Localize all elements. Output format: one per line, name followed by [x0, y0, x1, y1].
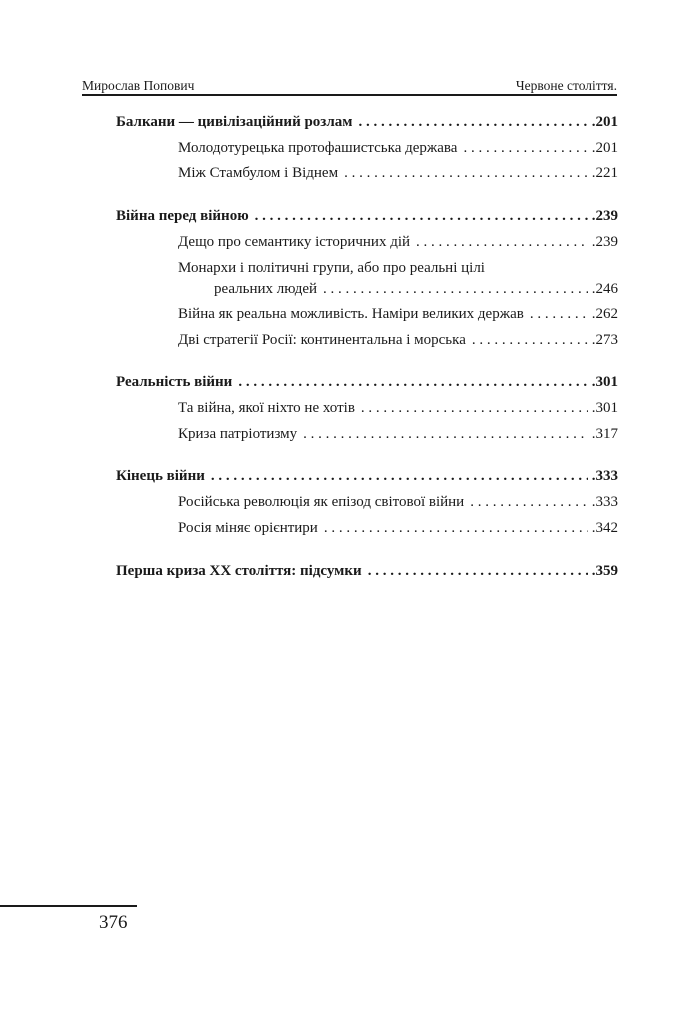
toc-entry-title: Та війна, якої ніхто не хотів	[178, 400, 355, 416]
toc-subentry[interactable]	[178, 304, 618, 324]
dot-leader	[211, 466, 588, 486]
toc-entry-title: Балкани — цивілізаційний розлам	[116, 114, 353, 130]
toc-entry-title: Війна перед війною	[116, 208, 249, 224]
header-rule	[82, 94, 617, 96]
toc-entry-page: .301	[591, 374, 618, 390]
running-head-author: Мирослав Попович	[82, 78, 195, 93]
toc-entry-page: .342	[591, 520, 618, 536]
toc-entry-page: .333	[591, 468, 618, 484]
toc-subentry[interactable]	[178, 232, 618, 252]
toc-section-reality-of-war[interactable]	[116, 372, 618, 392]
toc-entry-page: .201	[591, 114, 618, 130]
toc-subentry[interactable]	[214, 279, 618, 299]
toc-entry-title: Війна як реальна можливість. Наміри великих держав	[178, 306, 524, 322]
toc-entry-title: Молодотурецька протофашистська держава	[178, 140, 458, 156]
toc-entry-page: .301	[591, 400, 618, 416]
toc-subentry-title-line1[interactable]: Монархи і політичні групи, або про реальні цілі	[178, 260, 485, 276]
dot-leader	[323, 279, 588, 299]
toc-subentry[interactable]	[178, 163, 618, 183]
toc-section-war-before-war[interactable]	[116, 206, 618, 226]
dot-leader	[530, 304, 588, 324]
toc-subentry[interactable]	[178, 138, 618, 158]
toc-entry-page: .317	[591, 426, 618, 442]
toc-entry-page: .221	[591, 165, 618, 181]
dot-leader	[255, 206, 588, 226]
toc-entry-title: Кінець війни	[116, 468, 205, 484]
toc-entry-page: .359	[591, 563, 618, 579]
toc-entry-title: Росія міняє орієнтири	[178, 520, 318, 536]
toc-entry-title: Між Стамбулом і Віднем	[178, 165, 339, 181]
toc-entry-page: .201	[591, 140, 618, 156]
page-number: 376	[99, 912, 128, 933]
dot-leader	[368, 561, 588, 581]
dot-leader	[303, 424, 588, 444]
toc-entry-page: .239	[591, 234, 618, 250]
toc-entry-page: .262	[591, 306, 618, 322]
toc-entry-page: .239	[591, 208, 618, 224]
toc-entry-page: .273	[591, 332, 618, 348]
toc-entry-page: .333	[591, 494, 618, 510]
dot-leader	[416, 232, 588, 252]
toc-entry-title-line2: реальних людей	[214, 281, 318, 297]
dot-leader	[472, 330, 588, 350]
toc-section-end-of-war[interactable]	[116, 466, 618, 486]
running-head-book-title: Червоне століття.	[515, 78, 617, 93]
toc-entry-title: Дві стратегії Росії: континентальна і морська	[178, 332, 466, 348]
toc-entry-title: Криза патріотизму	[178, 426, 298, 442]
dot-leader	[361, 398, 588, 418]
toc-subentry[interactable]	[178, 398, 618, 418]
dot-leader	[463, 138, 587, 158]
toc-subentry[interactable]	[178, 492, 618, 512]
dot-leader	[324, 518, 588, 538]
toc-entry-title: Перша криза XX століття: підсумки	[116, 563, 362, 579]
toc-section-balkans[interactable]	[116, 112, 618, 132]
toc-entry-title: Дещо про семантику історичних дій	[178, 234, 411, 250]
toc-subentry[interactable]	[178, 424, 618, 444]
toc-entry-title: Російська революція як епізод світової війни	[178, 494, 465, 510]
toc-entry-page: .246	[591, 281, 618, 297]
toc-section-first-crisis[interactable]	[116, 561, 618, 581]
toc-subentry[interactable]	[178, 518, 618, 538]
toc-subentry[interactable]	[178, 330, 618, 350]
toc-entry-title: Реальність війни	[116, 374, 233, 390]
running-head	[82, 74, 617, 94]
dot-leader	[470, 492, 588, 512]
dot-leader	[344, 163, 588, 183]
footer-rule	[0, 905, 137, 907]
dot-leader	[358, 112, 587, 132]
dot-leader	[238, 372, 587, 392]
